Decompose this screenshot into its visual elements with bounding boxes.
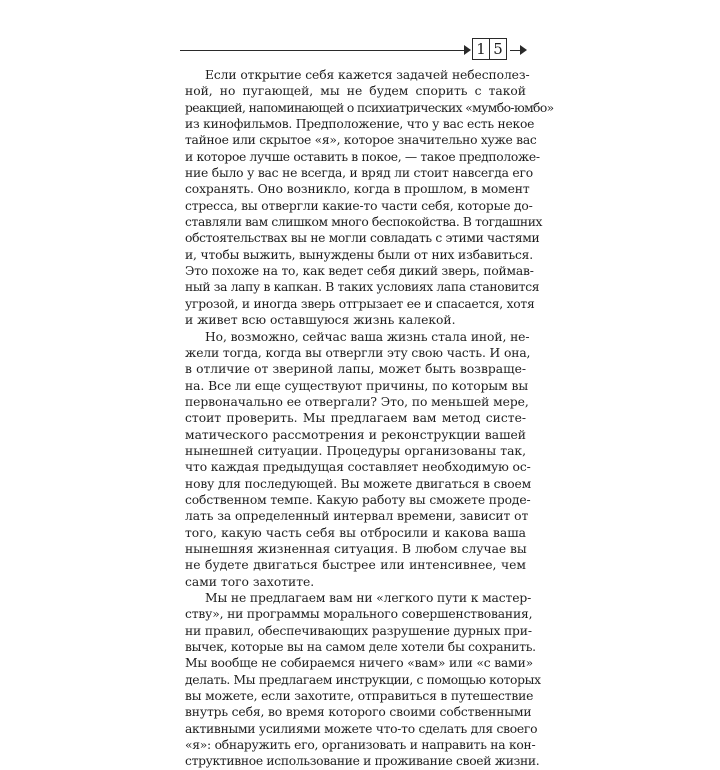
text-line: обстоятельствах вы не могли совладать с этими частями	[185, 231, 540, 246]
text-line: того, какую часть себя вы отбросили и какова ваша	[185, 525, 526, 540]
text-line: реакцией, напоминающей о психиатрических «мумбо-юмбо»	[185, 100, 554, 115]
text-line: первоначально ее отвергали? Это, по меньшей мере,	[185, 394, 529, 409]
text-line: Если открытие себя кажется задачей небесполез-	[205, 68, 530, 82]
text-line: ни правил, обеспечивающих разрушение дурных при-	[185, 623, 532, 638]
text-line: «я»: обнаружить его, организовать и направить на кон-	[185, 738, 536, 753]
text-line: в отличие от звериной лапы, может быть возвраще-	[185, 362, 526, 377]
text-line: стоит проверить. Мы предлагаем вам метод систе-	[185, 411, 526, 426]
page-number-digit: 5	[490, 38, 507, 60]
header-arrow-left-icon	[464, 45, 471, 55]
paragraph	[185, 329, 532, 591]
text-line: не будете двигаться быстрее или интенсивнее, чем	[185, 558, 526, 573]
text-line: ной, но пугающей, мы не будем спорить с такой	[185, 84, 526, 99]
text-line: ставляли вам слишком много беспокойства. В тогдашних	[185, 215, 543, 230]
text-line: матического рассмотрения и реконструкции вашей	[185, 427, 526, 442]
text-line: ние было у вас не всегда, и вряд ли стоит навсегда его	[185, 166, 533, 181]
text-line: вы можете, если захотите, отправиться в путешествие	[185, 689, 534, 704]
text-line: Мы вообще не собираемся ничего «вам» или «с вами»	[185, 656, 533, 671]
text-line: лать за определенный интервал времени, зависит от	[185, 509, 529, 524]
text-line: сохранять. Оно возникло, когда в прошлом, в момент	[185, 182, 530, 197]
text-line: угрозой, и иногда зверь отгрызает ее и спасается, хотя	[185, 296, 535, 311]
text-line: из кинофильмов. Предположение, что у вас есть некое	[185, 117, 535, 132]
text-line: и, чтобы выжить, вынуждены были от них избавиться.	[185, 247, 534, 262]
page-header	[180, 36, 530, 60]
text-line: Но, возможно, сейчас ваша жизнь стала иной, не-	[205, 329, 530, 344]
text-line: и живет всю оставшуюся жизнь калекой.	[185, 313, 456, 328]
header-arrow-right-icon	[520, 45, 527, 55]
text-line: жели тогда, когда вы отвергли эту свою часть. И она,	[185, 345, 531, 360]
text-line: и которое лучше оставить в покое, — такое предположе-	[185, 149, 540, 164]
paragraph	[185, 67, 554, 329]
paragraph	[185, 590, 541, 770]
text-line: сами того захотите.	[185, 574, 315, 589]
text-line: на. Все ли еще существуют причины, по которым вы	[185, 378, 529, 393]
text-line: делать. Мы предлагаем инструкции, с помощью которых	[185, 672, 541, 687]
text-line: вычек, которые вы на самом деле хотели бы сохранить.	[185, 640, 536, 655]
text-line: ству», ни программы морального совершенствования,	[185, 607, 533, 622]
text-line: тайное или скрытое «я», которое значительно хуже вас	[185, 133, 537, 148]
text-line: нынешней ситуации. Процедуры организованы так,	[185, 443, 526, 458]
header-rule-left	[180, 50, 466, 51]
text-line: собственном темпе. Какую работу вы сможете проде-	[185, 492, 531, 507]
text-line: структивное использование и проживание своей жизни.	[185, 754, 540, 769]
text-line: нынешняя жизненная ситуация. В любом случае вы	[185, 541, 527, 556]
text-line: активными усилиями можете что-то сделать для своего	[185, 721, 538, 736]
text-line: нову для последующей. Вы можете двигаться в своем	[185, 476, 532, 491]
text-line: стресса, вы отвергли какие-то части себя, которые до-	[185, 198, 533, 213]
page-number	[472, 38, 507, 60]
page-number-digit: 1	[472, 38, 490, 60]
text-line: Это похоже на то, как ведет себя дикий зверь, поймав-	[185, 264, 534, 279]
text-line: что каждая предыдущая составляет необходимую ос-	[185, 460, 531, 475]
text-line: ный за лапу в капкан. В таких условиях лапа становится	[185, 280, 540, 295]
text-line: Мы не предлагаем вам ни «легкого пути к мастер-	[205, 591, 532, 605]
text-line: внутрь себя, во время которого своими собственными	[185, 705, 532, 720]
body-text	[185, 67, 554, 770]
